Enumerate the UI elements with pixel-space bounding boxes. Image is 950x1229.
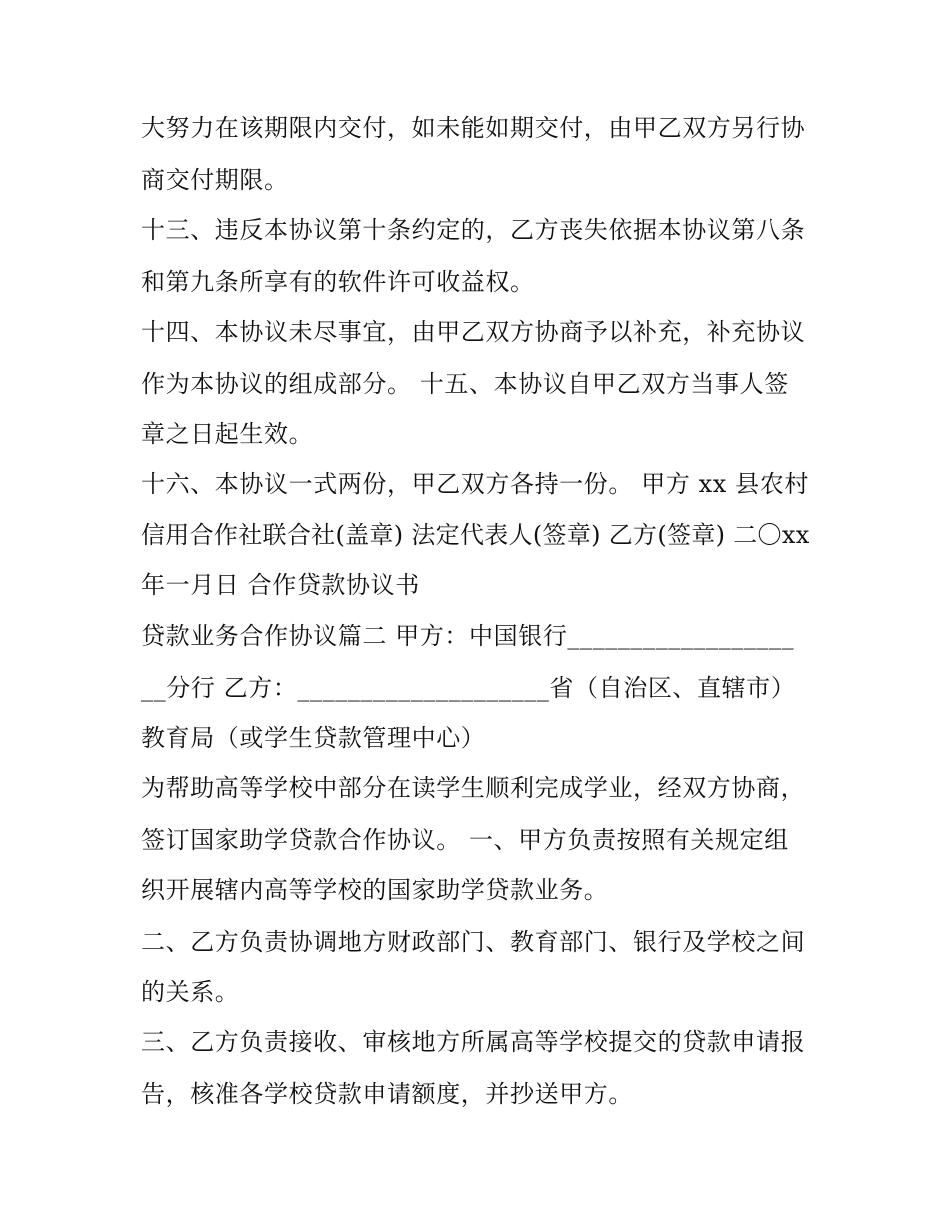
text-line: 教育局（或学生贷款管理中心） [141, 724, 486, 752]
text-line: 签订国家助学贷款合作协议。 一、甲方负责按照有关规定组 [141, 826, 789, 854]
text-line: 织开展辖内高等学校的国家助学贷款业务。 [141, 876, 609, 904]
text-line: 章之日起生效。 [141, 420, 314, 448]
text-line: 的关系。 [141, 978, 240, 1006]
text-line: 告，核准各学校贷款申请额度，并抄送甲方。 [141, 1080, 633, 1108]
text-line: 十三、违反本协议第十条约定的，乙方丧失依据本协议第八条 [141, 216, 806, 244]
text-line: 信用合作社联合社(盖章) 法定代表人(签章) 乙方(签章) 二〇xx [141, 521, 810, 549]
text-line: 三、乙方负责接收、审核地方所属高等学校提交的贷款申请报 [141, 1028, 806, 1056]
text-line: 二、乙方负责协调地方财政部门、教育部门、银行及学校之间 [141, 928, 806, 956]
text-line: 作为本协议的组成部分。 十五、本协议自甲乙双方当事人签 [141, 370, 789, 398]
text-line: 为帮助高等学校中部分在读学生顺利完成学业，经双方协商， [141, 774, 806, 802]
text-line: 贷款业务合作协议篇二 甲方：中国银行__________________ [141, 622, 795, 650]
text-line: 十四、本协议未尽事宜，由甲乙双方协商予以补充，补充协议 [141, 318, 806, 346]
text-line: 十六、本协议一式两份，甲乙双方各持一份。 甲方 xx 县农村 [141, 470, 809, 498]
text-line: 商交付期限。 [141, 166, 289, 194]
text-line: 大努力在该期限内交付，如未能如期交付，由甲乙双方另行协 [141, 114, 806, 142]
text-line: __分行 乙方：____________________省（自治区、直辖市） [141, 674, 796, 702]
text-line: 和第九条所享有的软件许可收益权。 [141, 268, 535, 296]
text-line: 年一月日 合作贷款协议书 [141, 571, 420, 599]
